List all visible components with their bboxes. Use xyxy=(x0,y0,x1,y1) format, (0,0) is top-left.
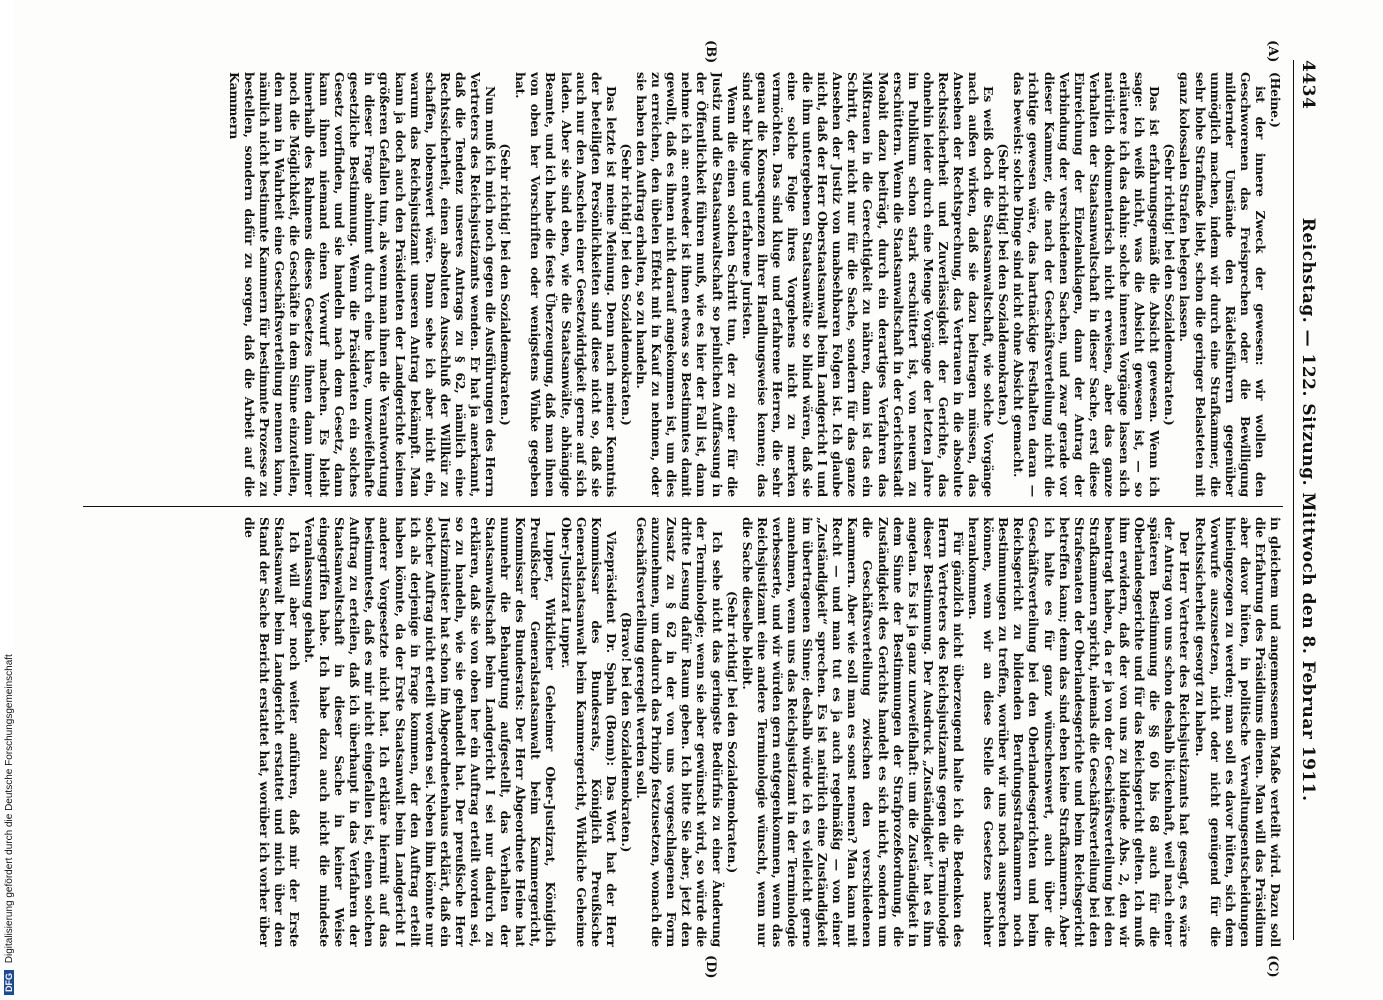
paragraph: Wenn die einen solchen Schritt tun, der zu einer für die Justiz und die Staatsanwaltschaft so peinlichen Auffassung in der Öffentlichkeit führen muß, wie es hier der Fall ist, dann nehme ich an: entweder ist ihnen etwas so Bestimmtes damit gewollt, daß es ihnen nicht darauf angekommen ist, um dies zu erreichen, den übelen Effekt mit in Kauf zu nehmen, oder sie haben den Auftrag erhalten, so zu handeln. xyxy=(634,72,740,497)
paragraph: Das ist erfahrungsgemäß die Absicht gewesen. Wenn ich sage: ich weiß nicht, was die Absicht gewesen ist, — so erläutere ich das dahin: solche inneren Vorgänge lassen sich natürlich dokumentarisch nicht erweisen, aber das ganze Verhalten der Staatsanwaltschaft in dieser Sache, erst diese Einreichung der Einzelanklagen, dann der Antrag der Verbindung der verschiedenen Sachen, und zwar gerade vor dieser Kammer, die nach der Geschäftsverteilung nicht die richtige gewesen wäre, das hartnäckige Festhalten daran — das beweist: solche Dinge sind nicht ohne Absicht gemacht. xyxy=(1011,72,1163,497)
paragraph: Lupper, Wirklicher Geheimer Ober-Justizrat, Königlich Preußischer Generalstaatsanwalt beim Kammergericht, Kommissar des Bundesrats: Der Herr Abgeordnete Heine hat nunmehr die Behauptung aufgestellt, das Verhalten der Staatsanwaltschaft beim Landgericht I sei nur dadurch zu erklären, daß sie von oben her ein Auftrag erteilt worden sei, so zu handeln, wie sie gehandelt hat. Der preußische Herr Justizminister hat schon im Abgeordnetenhaus erklärt, daß ein solcher Auftrag nicht erteilt worden sei. Neben ihm könnte nur ich als derjenige in Frage kommen, der den Auftrag erteilt haben könnte, da der Erste Staatsanwalt beim Landgericht I anderer Vorgesetzte nicht hat. Ich erkläre hiermit auf das bestimmteste, daß es mir nicht eingefallen ist, einen solchen Auftrag zu erteilen, daß ich überhaupt in das Verfahren der Staatsanwaltschaft in dieser Sache in keiner Weise eingegriffen habe. Ich habe dazu auch nicht die mindeste Veranlassung gehabt. xyxy=(302,517,559,947)
dfg-logo: DFG xyxy=(4,970,14,995)
interjection: (Sehr richtig! bei den Sozialdemokraten.) xyxy=(618,143,634,426)
page-title: Reichstag. — 122. Sitzung. Mittwoch den 8. Februar 1911. xyxy=(1298,217,1318,802)
margin-marker-a: (A) xyxy=(1265,40,1280,63)
digitization-credit-strip xyxy=(0,0,14,1000)
paragraph: Vizepräsident Dr. Spahn (Bonn): Das Wort hat der Herr Kommissar des Bundesrats, Königlich Preußische Generalstaatsanwalt beim Kammergericht, Wirkliche Geheime Ober-Justizrat Lupper. xyxy=(558,517,619,947)
paragraph: ist der innere Zweck der gewesen: wir wollen den Geschworenen das Freisprechen oder die Bewilligung mildernder Umstände den Rädelsführern gegenüber unmöglich machen, indem wir durch eine Strafkammer, die sehr hohe Strafmaße liebt, schon die geringer Belasteten mit ganz kolossalen Strafen belegen lassen. xyxy=(1177,72,1268,497)
paragraph: Für gänzlich nicht überzeugend halte ich die Bedenken des Herrn Vertreters des Reichsjustizamts gegen die Terminologie dieser Bestimmung. Der Ausdruck „Zuständigkeit“ hat es ihm angetan. Es ist ja ganz unzweifelhaft: um die Zuständigkeit in dem Sinne der Bestimmungen der Strafprozeßordnung, die Zuständigkeit des Gerichts handelt es sich nicht, sondern um die Geschäftsverteilung zwischen den verschiedenen Kammern. Aber wie soll man es sonst nennen? Man kann mit Recht — und man tut es ja auch regelmäßig — von einer „Zuständigkeit“ sprechen. Es ist natürlich eine Zuständigkeit im übertragenen Sinne; deshalb würde ich es vielleicht gerne annehmen, wenn uns das Reichsjustizamt in der Terminologie verbesserte, und wir würden gern entgegenkommen, wenn das Reichsjustizamt eine andere Terminologie wünscht, wenn nur die Sache dieselbe bleibt. xyxy=(739,517,967,947)
paragraph: Ich will aber noch weiter anführen, daß mir der Erste Staatsanwalt beim Landgericht erstattet und mich über den Stand der Sache Bericht erstattet hat, worüber ich vorher über die xyxy=(241,517,302,947)
margin-marker-c: (C) xyxy=(1265,955,1280,978)
digitization-credit: Digitalisierung gefördert durch die Deutsche Forschungsgemeinschaft xyxy=(4,654,15,964)
interjection: (Sehr richtig! bei den Sozialdemokraten.) xyxy=(1162,143,1178,426)
paragraph: Das letzte ist meine Meinung. Denn nach meiner Kenntnis der beteiligten Persönlichkeiten sind diese nicht so, daß sie auch nur den Anschein einer Gesetzwidrigkeit gerne auf sich laden. Aber sie sind eben, wie die Staatsanwälte, abhängige Beamte, und ich habe die feste Überzeugung, daß man ihnen von oben her Vorschriften oder wenigstens Winke gegeben hat. xyxy=(513,72,619,497)
interjection: (Bravo! bei den Sozialdemokraten.) xyxy=(618,611,634,853)
interjection: (Sehr richtig! bei den Sozialdemokraten.) xyxy=(996,143,1012,426)
margin-marker-b: (B) xyxy=(703,40,718,64)
column-divider xyxy=(83,506,1283,507)
left-column xyxy=(83,72,1283,497)
paragraph: (Heine.) xyxy=(1268,72,1283,128)
paragraph: Nun muß ich mich noch gegen die Ausführungen des Herrn Vertreters des Reichsjustizamts wenden. Er hat ja anerkannt, daß die Tendenz unseres Antrags zu § 62, nämlich eine Rechtssicherheit, einen absoluten Ausschluß der Willkür zu schaffen, lobenswert wäre. Dann sehe ich aber nicht ein, warum das Reichsjustizamt unseren Antrag bekämpft. Man kann ja doch auch den Präsidenten der Landgerichte keinen größeren Gefallen tun, als wenn man ihnen die Verantwortung in dieser Frage abnimmt durch eine klare, unzweifelhafte gesetzliche Bestimmung. Wenn die Präsidenten ein solches Gesetz vorfinden, und sie handeln nach dem Gesetz, dann kann ihnen niemand einen Vorwurf machen. Es bleibt innerhalb des Rahmens dieses Gesetzes ihnen dann immer noch die Möglichkeit, die Geschäfte in dem Sinne einzuteilen, den man in Wahrheit eine Geschäftsverteilung nennen kann, nämlich nicht bestimmte Kammern für bestimmte Prozesse zu bestellen, sondern dafür zu sorgen, daß die Arbeit auf die Kammern xyxy=(226,72,499,497)
paragraph: Ich sehe nicht das geringste Bedürfnis zu einer Änderung der Terminologie; wenn sie aber gewünscht wird, so würde die dritte Lesung dafür Raum geben. Ich bitte Sie aber, jetzt den Zusatz zu § 62 in der von uns vorgeschlagenen Form anzunehmen, um dadurch das Prinzip festzusetzen, wonach die Geschäftsverteilung geregelt werden soll. xyxy=(634,517,725,947)
page-number: 4434 xyxy=(1298,60,1318,110)
page-header xyxy=(1293,60,1333,940)
right-column xyxy=(83,517,1283,947)
paragraph: Es weiß doch die Staatsanwaltschaft, wie solche Vorgänge nach außen wirken, daß sie dazu beitragen müssen, das Ansehen der Rechtsprechung, das Vertrauen in die absolute Rechtssicherheit und Zuverlässigkeit der Gerichte, das ohnehin leider durch eine Menge Vorgänge der letzten Jahre im Publikum schon stark erschüttert ist, von neuem zu erschüttern. Wenn die Staatsanwaltschaft in der Gerichtsstadt Moabit dazu beiträgt, durch ein derartiges Verfahren das Mißtrauen in die Gerechtigkeit zu nähren, dann ist das ein Schritt, der nicht nur für die Sache, sondern für das ganze Ansehen der Justiz von unabsehbaren Folgen ist. Ich glaube nicht, daß der Herr Oberstaatsanwalt beim Landgericht I und die ihm untergebenen Staatsanwälte so blind wären, daß sie eine solche Folge ihres Vorgehens nicht zu merken vermöchten. Das sind kluge und erfahrene Herren, die sehr genau die Konsequenzen ihrer Handlungsweise kennen; das sind sehr kluge und erfahrene Juristen. xyxy=(739,72,997,497)
interjection: (Sehr richtig! bei den Sozialdemokraten.) xyxy=(724,591,740,873)
paragraph: in gleichem und angemessenem Maße verteilt wird. Dazu soll die Erfahrung des Präsidiums dienen. Man will das Präsidium aber davor hüten, in politische Verwaltungsentscheidungen hineingezogen zu werden; man soll es davor hüten, sich dem Vorwurfe auszusetzen, nicht oder nicht genügend für die Rechtssicherheit gesorgt zu haben. xyxy=(1192,517,1283,947)
paragraph: Der Herr Vertreter des Reichsjustizamts hat gesagt, es wäre der Antrag von uns schon deshalb lückenhaft, weil nach einer späteren Bestimmung die §§ 60 bis 68 auch für die Oberlandesgerichte und für das Reichsgericht gelten. Ich muß ihm erwidern, daß der von uns zu bildende Abs. 2, den wir beantragt haben, da er ja von der Geschäftsverteilung bei den Strafkammern spricht, niemals die Geschäftsverteilung bei den Strafsenaten der Oberlandesgerichte und beim Reichsgericht betreffen kann; denn das sind eben keine Strafkammern. Aber ich halte es für ganz wünschenswert, auch über die Geschäftsverteilung bei den Oberlandesgerichten und beim Reichsgericht zu bildenden Berufungsstrafkammern noch Bestimmungen zu treffen, worüber wir uns noch aussprechen können, wenn wir an diese Stelle des Gesetzes nachher herankommen. xyxy=(966,517,1193,947)
interjection: (Sehr richtig! bei den Sozialdemokraten.) xyxy=(498,143,514,426)
margin-marker-d: (D) xyxy=(703,955,718,979)
